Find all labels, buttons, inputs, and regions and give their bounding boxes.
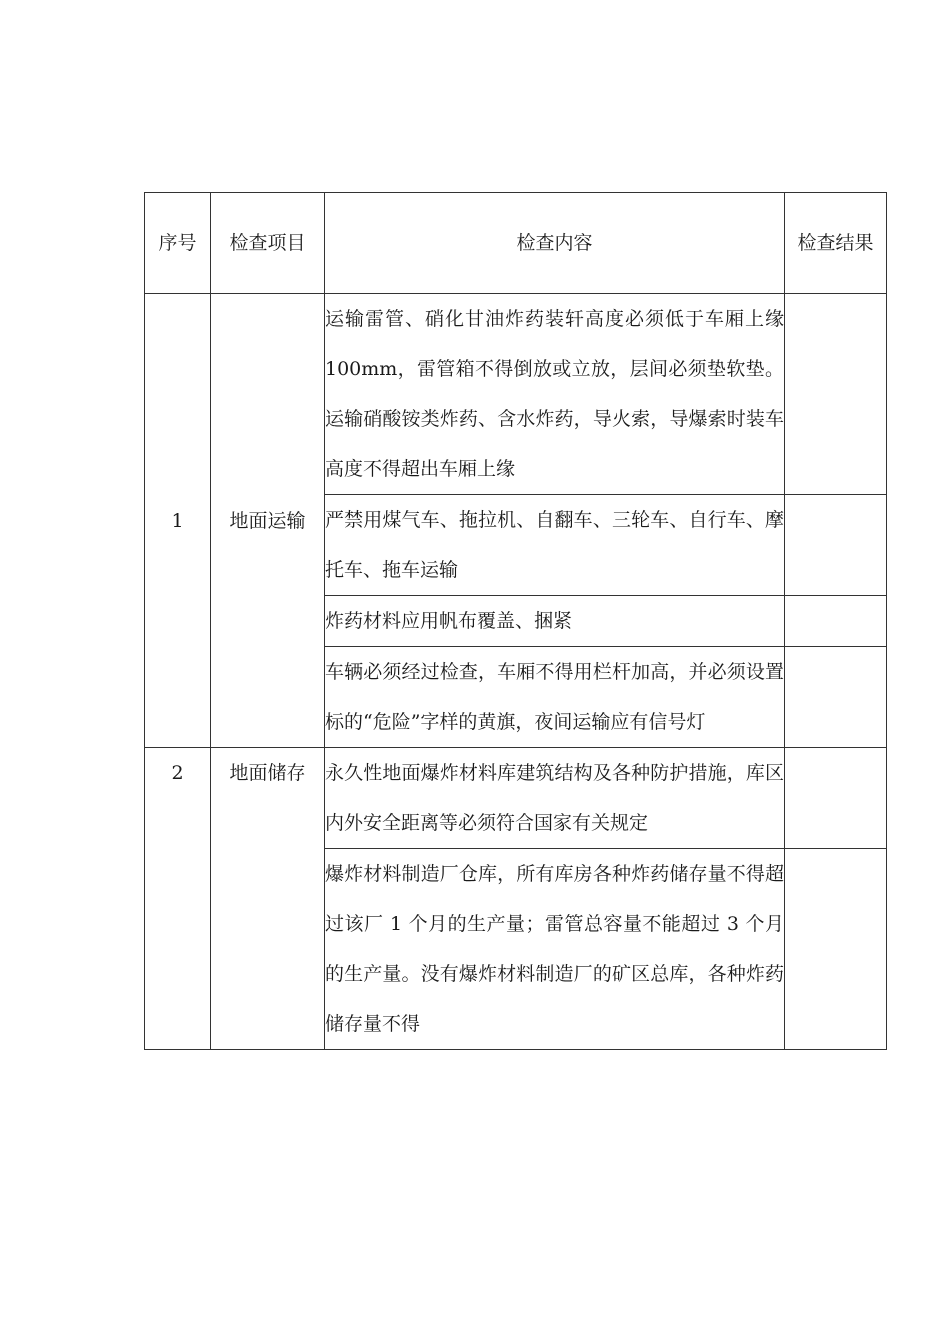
section-1-item: 地面运输	[211, 294, 325, 748]
section-2-result-2[interactable]	[785, 849, 887, 1050]
header-content: 检查内容	[325, 193, 785, 294]
table-row	[145, 294, 887, 495]
section-2-item: 地面储存	[211, 748, 325, 1050]
section-1-result-1[interactable]	[785, 294, 887, 495]
section-2-result-1[interactable]	[785, 748, 887, 849]
section-2-content-2: 爆炸材料制造厂仓库，所有库房各种炸药储存量不得超过该厂 1 个月的生产量；雷管总容量不能超过 3 个月的生产量。没有爆炸材料制造厂的矿区总库，各种炸药储存量不得	[325, 849, 785, 1050]
section-1-result-2[interactable]	[785, 495, 887, 596]
section-1-result-3[interactable]	[785, 596, 887, 647]
section-1-result-4[interactable]	[785, 647, 887, 748]
table-header-row	[145, 193, 887, 294]
section-2-content-1: 永久性地面爆炸材料库建筑结构及各种防护措施，库区内外安全距离等必须符合国家有关规定	[325, 748, 785, 849]
section-1-content-4: 车辆必须经过检查，车厢不得用栏杆加高，并必须设置标的“危险”字样的黄旗，夜间运输应有信号灯	[325, 647, 785, 748]
section-1-content-3: 炸药材料应用帆布覆盖、捆紧	[325, 596, 785, 647]
section-1-content-1: 运输雷管、硝化甘油炸药装轩高度必须低于车厢上缘100mm，雷管箱不得倒放或立放，层间必须垫软垫。运输硝酸铵类炸药、含水炸药，导火索，导爆索时装车高度不得超出车厢上缘	[325, 294, 785, 495]
table-row	[145, 748, 887, 849]
section-1-content-2: 严禁用煤气车、拖拉机、自翻车、三轮车、自行车、摩托车、拖车运输	[325, 495, 785, 596]
header-item: 检查项目	[211, 193, 325, 294]
header-result: 检查结果	[785, 193, 887, 294]
section-1-no: 1	[145, 294, 211, 748]
header-no: 序号	[145, 193, 211, 294]
section-2-no: 2	[145, 748, 211, 1050]
inspection-table	[144, 192, 887, 1050]
